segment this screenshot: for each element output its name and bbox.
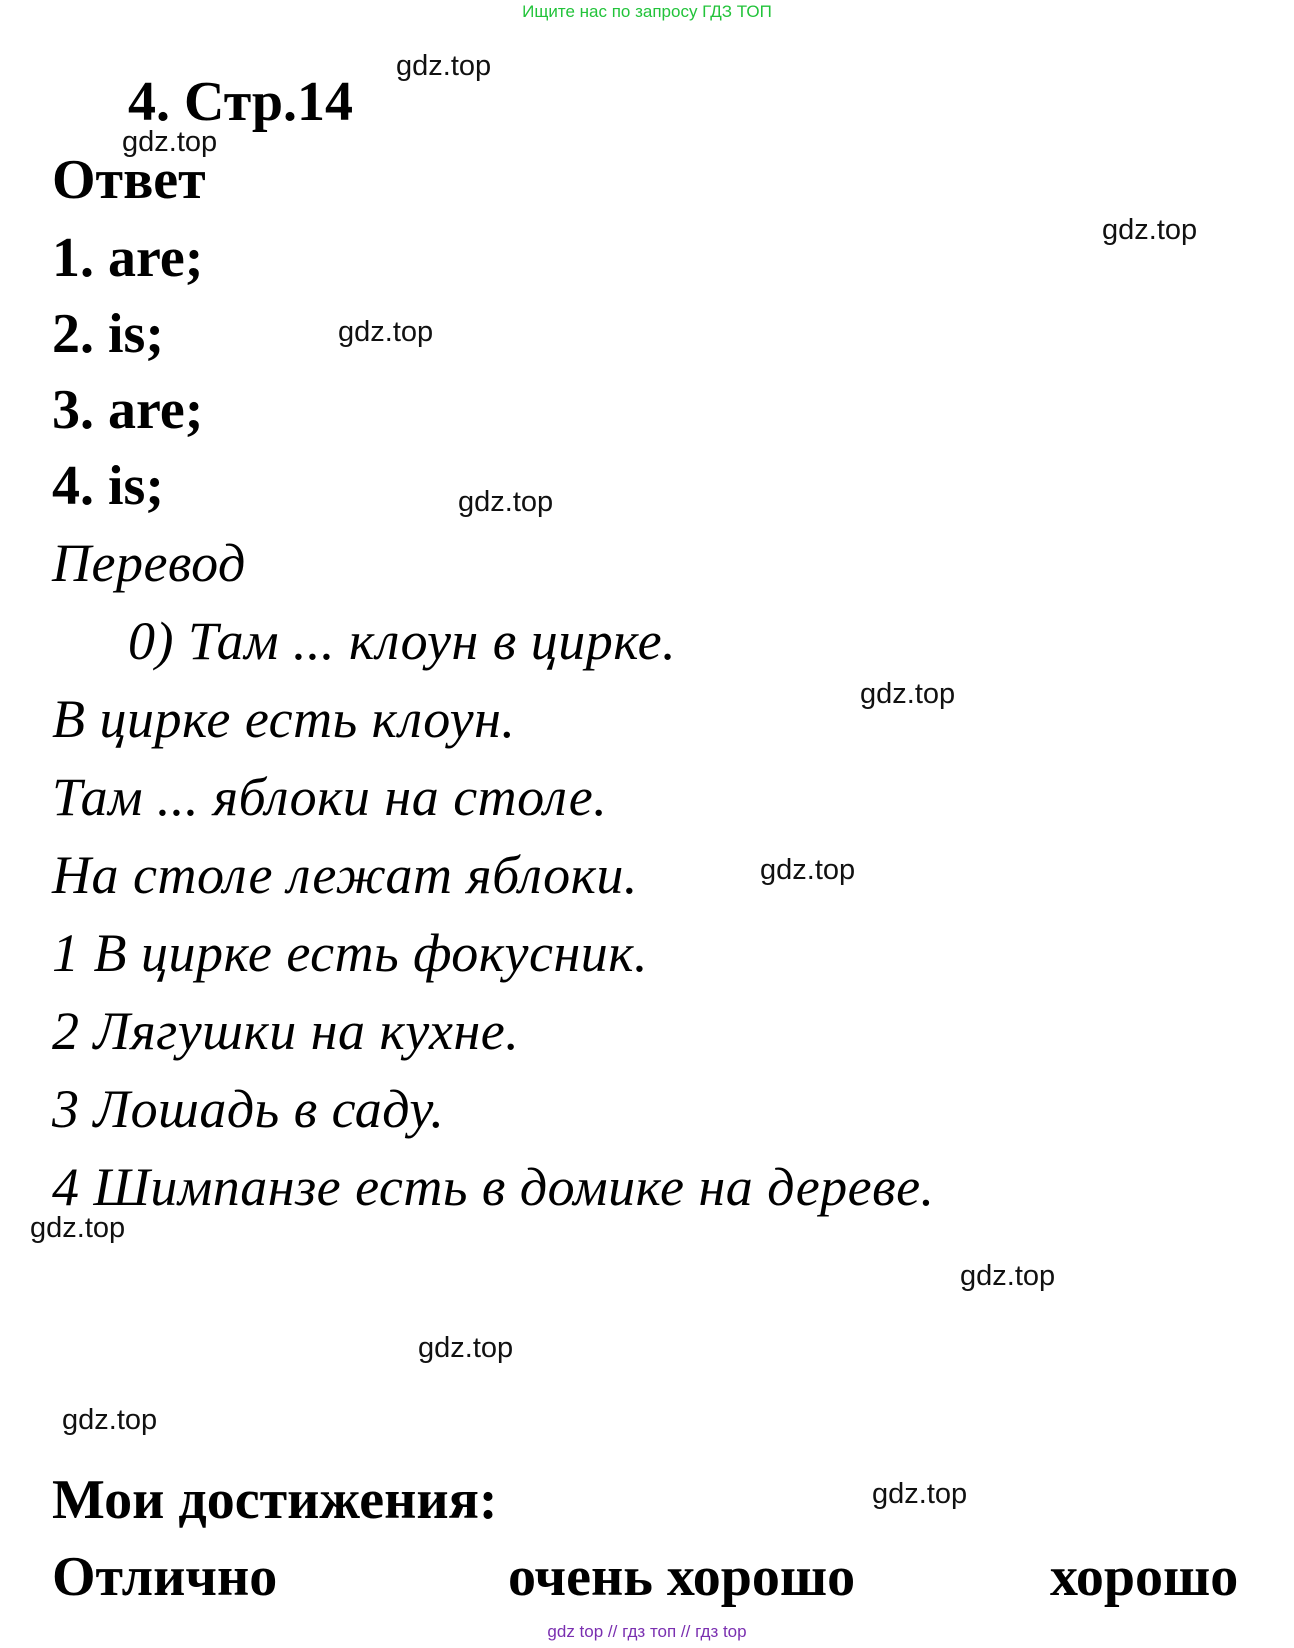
translation-line: 3 Лошадь в саду. [52, 1079, 445, 1139]
watermark: gdz.top [960, 1260, 1056, 1292]
answer-item-4: 4. is; [52, 455, 164, 517]
translation-line: Там ... яблоки на столе. [52, 767, 608, 827]
watermark: gdz.top [122, 126, 218, 158]
grade-excellent: Отлично [52, 1546, 278, 1608]
watermark: gdz.top [30, 1212, 126, 1244]
watermark: gdz.top [338, 316, 434, 348]
translation-example-line: 0) Там ... клоун в цирке. [128, 611, 677, 671]
translation-line: В цирке есть клоун. [52, 689, 516, 749]
translation-line: 1 В цирке есть фокусник. [52, 923, 649, 983]
answer-item-2: 2. is; [52, 303, 164, 365]
watermark: gdz.top [872, 1478, 968, 1510]
translation-title: Перевод [52, 533, 246, 593]
grade-good: хорошо [1050, 1546, 1239, 1608]
grade-very-good: очень хорошо [508, 1546, 856, 1608]
answer-item-1: 1. are; [52, 227, 204, 289]
answer-item-3: 3. are; [52, 379, 204, 441]
watermark: gdz.top [396, 50, 492, 82]
translation-line: 2 Лягушки на кухне. [52, 1001, 520, 1061]
bottom-banner[interactable]: gdz top // гдз топ // гдз top [547, 1622, 747, 1641]
watermark: gdz.top [1102, 214, 1198, 246]
answer-title: Ответ [52, 149, 206, 211]
top-search-banner[interactable]: Ищите нас по запросу ГДЗ ТОП [522, 2, 772, 21]
page-heading: 4. Стр.14 [128, 71, 354, 133]
watermark: gdz.top [418, 1332, 514, 1364]
watermark: gdz.top [760, 854, 856, 886]
translation-line: На столе лежат яблоки. [52, 845, 638, 905]
watermark: gdz.top [860, 678, 956, 710]
achievements-title: Мои достижения: [52, 1469, 498, 1531]
translation-line: 4 Шимпанзе есть в домике на дереве. [52, 1157, 935, 1217]
watermark: gdz.top [458, 486, 554, 518]
watermark: gdz.top [62, 1404, 158, 1436]
